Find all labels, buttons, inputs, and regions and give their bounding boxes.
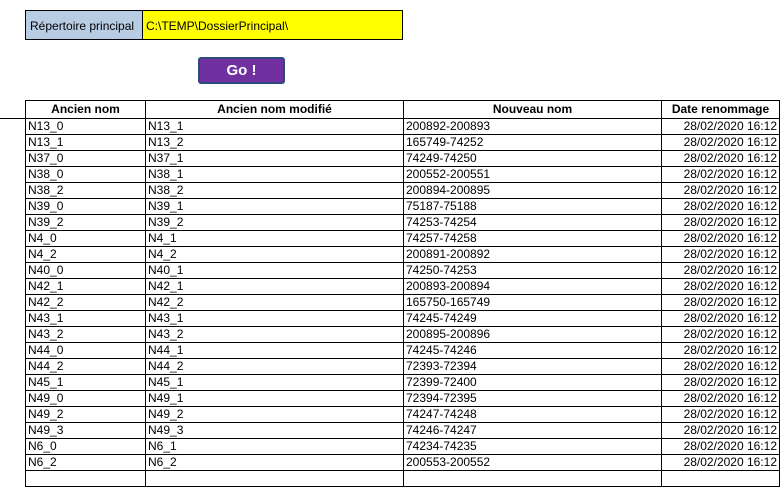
header-date-renommage[interactable]: Date renommage <box>662 101 780 119</box>
table-row <box>26 231 780 247</box>
cell-ancien-nom[interactable]: N6_2 <box>26 455 146 471</box>
cell-nouveau-nom[interactable]: 200891-200892 <box>404 247 662 263</box>
cell-ancien-nom-modifie[interactable]: N13_1 <box>146 119 404 135</box>
cell-nouveau-nom[interactable]: 75187-75188 <box>404 199 662 215</box>
cell-nouveau-nom[interactable]: 200895-200896 <box>404 327 662 343</box>
cell-ancien-nom-modifie[interactable]: N13_2 <box>146 135 404 151</box>
table-header-row <box>26 101 780 119</box>
cell-ancien-nom-modifie[interactable]: N37_1 <box>146 151 404 167</box>
cell-ancien-nom[interactable]: N40_0 <box>26 263 146 279</box>
table-row <box>26 407 780 423</box>
cell-ancien-nom[interactable]: N44_2 <box>26 359 146 375</box>
cell-ancien-nom[interactable]: N43_1 <box>26 311 146 327</box>
table-row <box>26 167 780 183</box>
go-button[interactable]: Go ! <box>198 57 285 84</box>
cell-ancien-nom[interactable]: N45_1 <box>26 375 146 391</box>
cell-date-renommage[interactable]: 28/02/2020 16:12 <box>662 295 780 311</box>
cell-nouveau-nom[interactable]: 200894-200895 <box>404 183 662 199</box>
cell-nouveau-nom[interactable]: 74249-74250 <box>404 151 662 167</box>
cell-nouveau-nom[interactable]: 200893-200894 <box>404 279 662 295</box>
cell-date-renommage[interactable]: 28/02/2020 16:12 <box>662 135 780 151</box>
cell-date-renommage[interactable]: 28/02/2020 16:12 <box>662 439 780 455</box>
row-divider <box>0 118 25 119</box>
cell-ancien-nom-modifie[interactable]: N40_1 <box>146 263 404 279</box>
cell-ancien-nom[interactable]: N13_1 <box>26 135 146 151</box>
cell-ancien-nom[interactable] <box>26 471 146 487</box>
cell-date-renommage[interactable]: 28/02/2020 16:12 <box>662 375 780 391</box>
cell-ancien-nom-modifie[interactable]: N45_1 <box>146 375 404 391</box>
cell-ancien-nom-modifie[interactable]: N4_2 <box>146 247 404 263</box>
cell-ancien-nom[interactable]: N37_0 <box>26 151 146 167</box>
table-row <box>26 135 780 151</box>
cell-nouveau-nom[interactable]: 200892-200893 <box>404 119 662 135</box>
cell-nouveau-nom[interactable]: 72399-72400 <box>404 375 662 391</box>
cell-nouveau-nom[interactable]: 200553-200552 <box>404 455 662 471</box>
cell-ancien-nom[interactable]: N49_2 <box>26 407 146 423</box>
cell-date-renommage[interactable]: 28/02/2020 16:12 <box>662 199 780 215</box>
cell-ancien-nom-modifie[interactable]: N38_2 <box>146 183 404 199</box>
cell-ancien-nom-modifie[interactable]: N49_3 <box>146 423 404 439</box>
cell-ancien-nom-modifie[interactable]: N38_1 <box>146 167 404 183</box>
cell-nouveau-nom[interactable]: 165750-165749 <box>404 295 662 311</box>
cell-date-renommage[interactable]: 28/02/2020 16:12 <box>662 327 780 343</box>
directory-label: Répertoire principal <box>25 10 143 40</box>
cell-ancien-nom[interactable]: N6_0 <box>26 439 146 455</box>
cell-date-renommage[interactable]: 28/02/2020 16:12 <box>662 311 780 327</box>
cell-date-renommage[interactable]: 28/02/2020 16:12 <box>662 263 780 279</box>
cell-ancien-nom-modifie[interactable]: N43_2 <box>146 327 404 343</box>
cell-ancien-nom[interactable]: N13_0 <box>26 119 146 135</box>
cell-nouveau-nom[interactable]: 74234-74235 <box>404 439 662 455</box>
cell-ancien-nom-modifie[interactable]: N42_1 <box>146 279 404 295</box>
cell-ancien-nom-modifie[interactable] <box>146 471 404 487</box>
cell-nouveau-nom[interactable]: 72393-72394 <box>404 359 662 375</box>
table-row <box>26 375 780 391</box>
cell-date-renommage[interactable]: 28/02/2020 16:12 <box>662 391 780 407</box>
table-row <box>26 279 780 295</box>
table-row <box>26 183 780 199</box>
table-row <box>26 343 780 359</box>
rename-table <box>25 100 780 487</box>
cell-ancien-nom[interactable]: N43_2 <box>26 327 146 343</box>
table-body <box>26 119 780 487</box>
cell-ancien-nom-modifie[interactable]: N39_2 <box>146 215 404 231</box>
cell-nouveau-nom[interactable]: 74247-74248 <box>404 407 662 423</box>
table-row <box>26 295 780 311</box>
cell-date-renommage[interactable]: 28/02/2020 16:12 <box>662 247 780 263</box>
cell-nouveau-nom[interactable]: 74253-74254 <box>404 215 662 231</box>
cell-ancien-nom[interactable]: N39_0 <box>26 199 146 215</box>
cell-ancien-nom-modifie[interactable]: N43_1 <box>146 311 404 327</box>
table-row <box>26 311 780 327</box>
cell-nouveau-nom[interactable] <box>404 471 662 487</box>
cell-date-renommage[interactable]: 28/02/2020 16:12 <box>662 407 780 423</box>
cell-ancien-nom-modifie[interactable]: N42_2 <box>146 295 404 311</box>
cell-ancien-nom-modifie[interactable]: N6_2 <box>146 455 404 471</box>
cell-ancien-nom-modifie[interactable]: N44_1 <box>146 343 404 359</box>
cell-ancien-nom[interactable]: N42_2 <box>26 295 146 311</box>
header-ancien-nom[interactable]: Ancien nom <box>26 101 146 119</box>
table-row <box>26 215 780 231</box>
table-row <box>26 327 780 343</box>
cell-nouveau-nom[interactable]: 74257-74258 <box>404 231 662 247</box>
cell-ancien-nom[interactable]: N49_0 <box>26 391 146 407</box>
cell-date-renommage[interactable]: 28/02/2020 16:12 <box>662 183 780 199</box>
cell-ancien-nom[interactable]: N4_0 <box>26 231 146 247</box>
cell-ancien-nom[interactable]: N4_2 <box>26 247 146 263</box>
cell-ancien-nom[interactable]: N38_0 <box>26 167 146 183</box>
cell-ancien-nom-modifie[interactable]: N49_2 <box>146 407 404 423</box>
cell-ancien-nom[interactable]: N39_2 <box>26 215 146 231</box>
directory-input[interactable]: C:\TEMP\DossierPrincipal\ <box>143 10 403 40</box>
table-row <box>26 151 780 167</box>
cell-date-renommage[interactable]: 28/02/2020 16:12 <box>662 151 780 167</box>
cell-nouveau-nom[interactable]: 200552-200551 <box>404 167 662 183</box>
cell-ancien-nom[interactable]: N38_2 <box>26 183 146 199</box>
cell-ancien-nom-modifie[interactable]: N39_1 <box>146 199 404 215</box>
cell-nouveau-nom[interactable]: 72394-72395 <box>404 391 662 407</box>
cell-nouveau-nom[interactable]: 74250-74253 <box>404 263 662 279</box>
table-row <box>26 423 780 439</box>
cell-nouveau-nom[interactable]: 74246-74247 <box>404 423 662 439</box>
table-row <box>26 439 780 455</box>
cell-date-renommage[interactable]: 28/02/2020 16:12 <box>662 343 780 359</box>
cell-date-renommage[interactable]: 28/02/2020 16:12 <box>662 231 780 247</box>
cell-ancien-nom-modifie[interactable]: N44_2 <box>146 359 404 375</box>
cell-date-renommage[interactable]: 28/02/2020 16:12 <box>662 359 780 375</box>
cell-date-renommage[interactable]: 28/02/2020 16:12 <box>662 455 780 471</box>
cell-ancien-nom-modifie[interactable]: N6_1 <box>146 439 404 455</box>
cell-ancien-nom[interactable]: N42_1 <box>26 279 146 295</box>
table-row <box>26 199 780 215</box>
header-ancien-nom-modifie[interactable]: Ancien nom modifié <box>146 101 404 119</box>
cell-ancien-nom[interactable]: N44_0 <box>26 343 146 359</box>
table-row <box>26 359 780 375</box>
table-row <box>26 263 780 279</box>
cell-nouveau-nom[interactable]: 74245-74246 <box>404 343 662 359</box>
table-row <box>26 455 780 471</box>
cell-nouveau-nom[interactable]: 74245-74249 <box>404 311 662 327</box>
table-row <box>26 247 780 263</box>
cell-ancien-nom-modifie[interactable]: N49_1 <box>146 391 404 407</box>
cell-date-renommage[interactable]: 28/02/2020 16:12 <box>662 279 780 295</box>
cell-date-renommage[interactable]: 28/02/2020 16:12 <box>662 119 780 135</box>
cell-date-renommage[interactable] <box>662 471 780 487</box>
header-nouveau-nom[interactable]: Nouveau nom <box>404 101 662 119</box>
cell-date-renommage[interactable]: 28/02/2020 16:12 <box>662 215 780 231</box>
cell-ancien-nom-modifie[interactable]: N4_1 <box>146 231 404 247</box>
cell-nouveau-nom[interactable]: 165749-74252 <box>404 135 662 151</box>
table-row <box>26 471 780 487</box>
cell-date-renommage[interactable]: 28/02/2020 16:12 <box>662 167 780 183</box>
cell-ancien-nom[interactable]: N49_3 <box>26 423 146 439</box>
table-row <box>26 119 780 135</box>
table-row <box>26 391 780 407</box>
cell-date-renommage[interactable]: 28/02/2020 16:12 <box>662 423 780 439</box>
